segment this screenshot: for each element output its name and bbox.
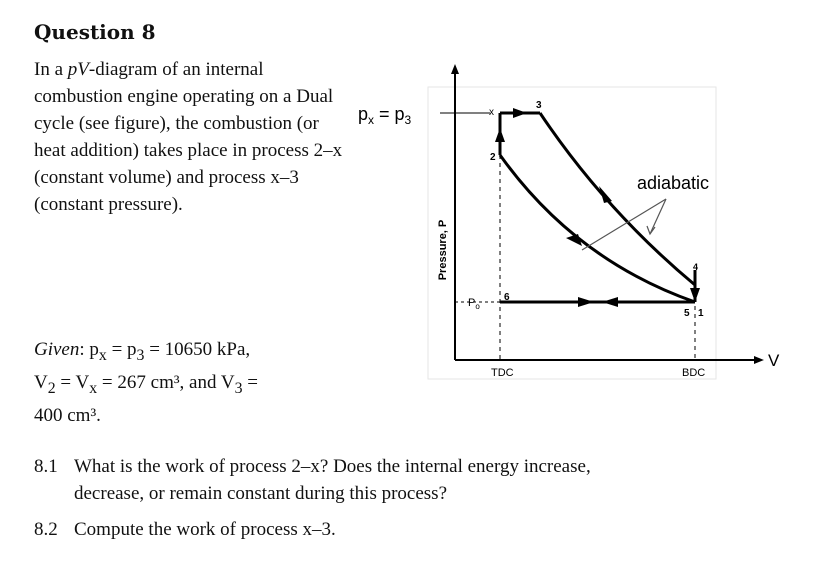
px-label: $p_x = p_3$ xyxy=(358,104,412,127)
pv-diagram xyxy=(350,60,790,390)
point-6-label: 6 xyxy=(504,292,510,303)
arrow-1-2-icon xyxy=(566,234,582,246)
point-x-label: x xyxy=(489,107,494,118)
x-axis-label: V xyxy=(768,351,780,370)
intro-paragraph: In a pV-diagram of an internal combustion engine operating on a Dual cycle (see figure), the combustion (or heat addition) takes place in process 2–x (constant volume) and process x–3 (constant pressure). xyxy=(34,59,343,215)
arrow-2-x-icon xyxy=(495,128,505,142)
arrow-x-3-icon xyxy=(513,108,527,118)
y-axis-arrow-icon xyxy=(451,64,459,74)
process-3-4 xyxy=(540,113,695,285)
given-paragraph: Given: $p_x = p_3 = 10650$ kPa, $V_2 = V_x = 267$ cm³, and $V_3$ = 400 cm³. xyxy=(34,339,258,426)
adiabatic-pointer-1 xyxy=(582,199,666,250)
pv-italic: pV xyxy=(67,59,89,80)
bdc-label: BDC xyxy=(682,367,706,379)
x-axis-arrow-icon xyxy=(754,356,764,364)
p0-label: $P_o$ xyxy=(468,297,480,311)
tdc-label: TDC xyxy=(491,367,514,379)
point-2-label: 2 xyxy=(490,152,496,163)
adiabatic-label: adiabatic xyxy=(637,173,710,193)
point-3-label: 3 xyxy=(536,100,542,111)
adiabatic-pointer-head-icon xyxy=(647,226,655,234)
point-4-label: 4 xyxy=(693,262,699,272)
arrow-right-icon xyxy=(578,297,594,307)
arrow-left-icon xyxy=(602,297,618,307)
given-label: Given xyxy=(34,339,80,360)
point-1-label: 1 xyxy=(698,308,704,319)
question-8-1: 8.1 What is the work of process 2–x? Does the internal energy increase, decrease, or remain constant during this process? xyxy=(34,456,591,504)
point-5-label: 5 xyxy=(684,308,690,319)
question-8-2: 8.2 Compute the work of process x–3. xyxy=(34,519,336,540)
question-title: Question 8 xyxy=(34,20,156,44)
y-axis-label: Pressure, P xyxy=(437,219,449,281)
